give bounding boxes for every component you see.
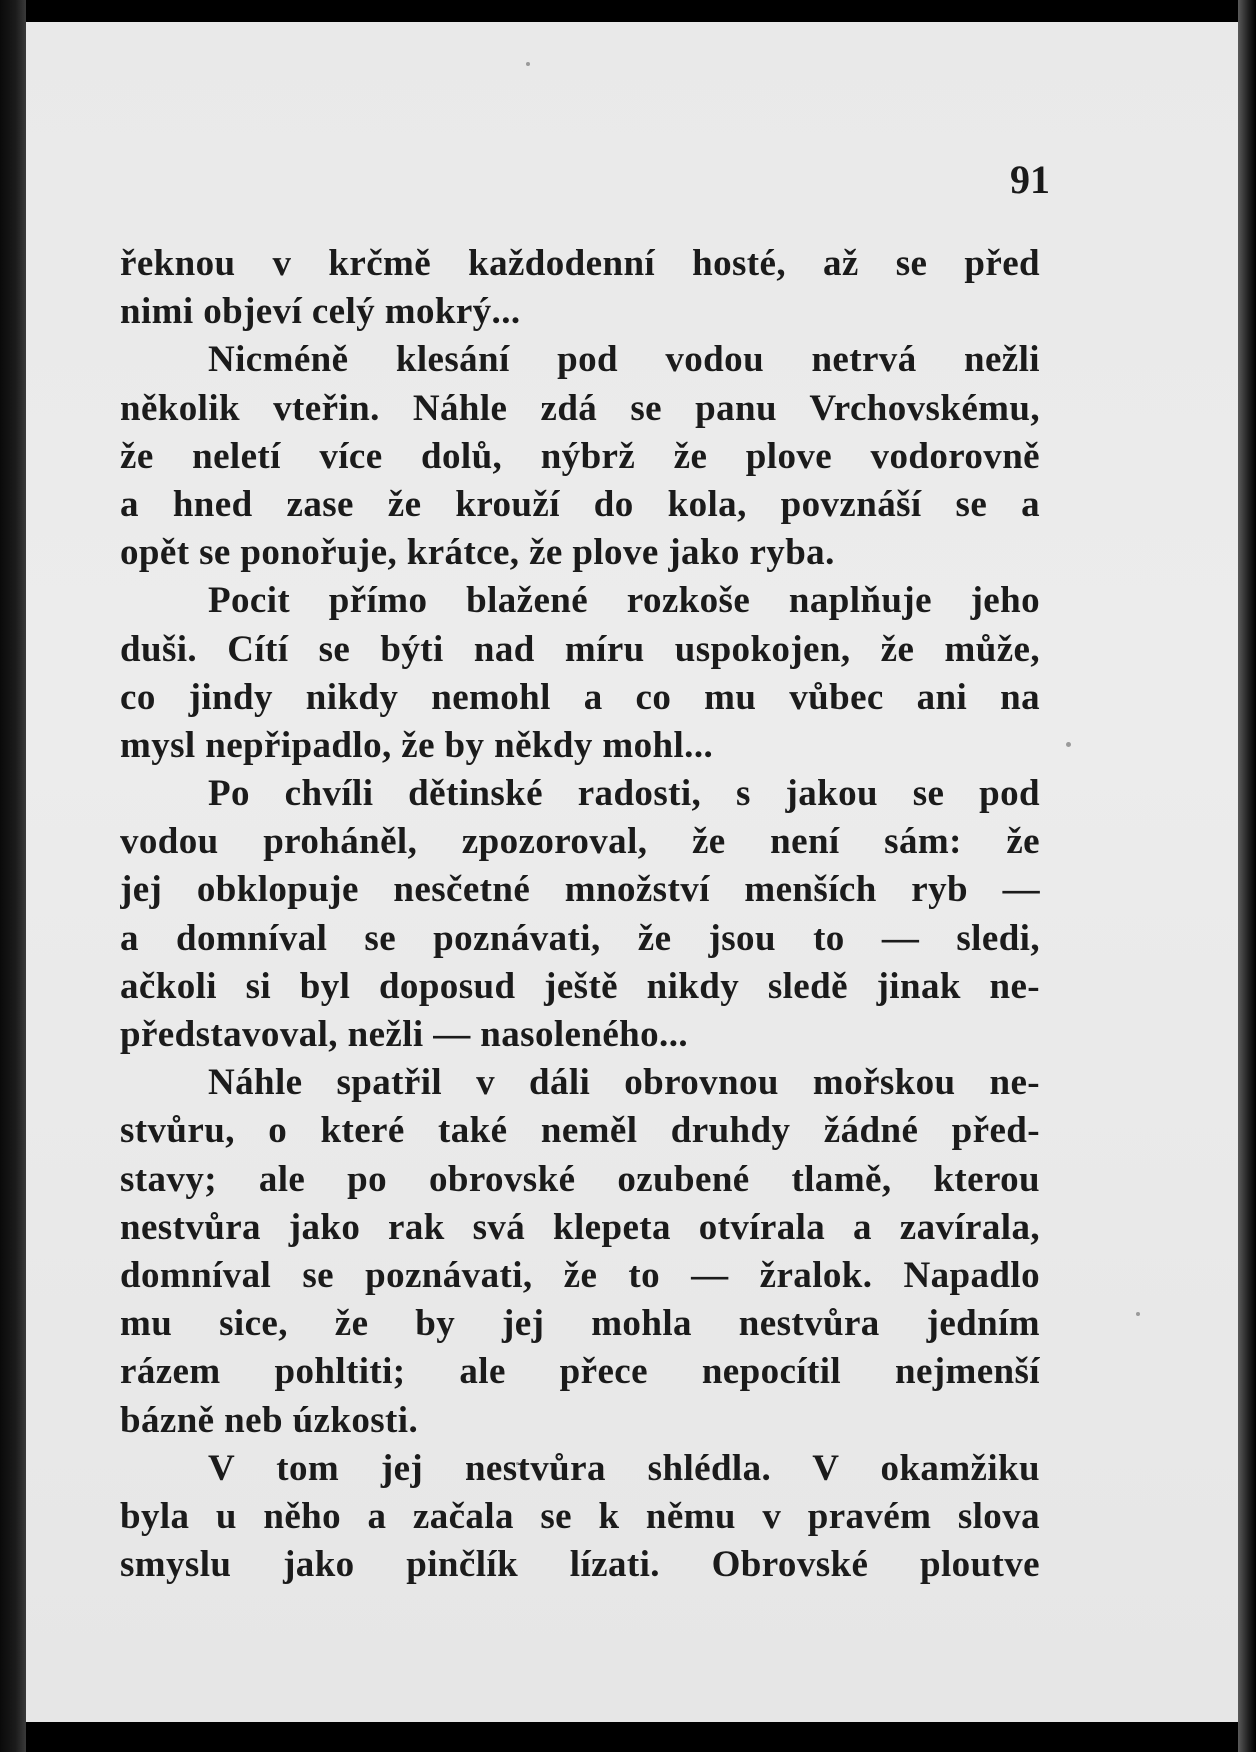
text-line: stavy; ale po obrovské ozubené tlamě, kterou <box>120 1158 1040 1200</box>
text-line: stvůru, o které také neměl druhdy žádné před- <box>120 1110 1040 1152</box>
text-line: V tom jej nestvůra shlédla. V okamžiku <box>208 1447 1040 1489</box>
text-line: mu sice, že by jej mohla nestvůra jedním <box>120 1303 1040 1345</box>
text-line: rázem pohltiti; ale přece nepocítil nejmenší <box>120 1351 1040 1393</box>
text-line: a domníval se poznávati, že jsou to — sledi, <box>120 917 1040 959</box>
text-line: představoval, nežli — nasoleného... <box>120 1014 688 1055</box>
paper-speck <box>1136 1312 1140 1316</box>
text-line: Pocit přímo blažené rozkoše naplňuje jeho <box>208 580 1040 622</box>
text-line: byla u něho a začala se k němu v pravém slova <box>120 1495 1040 1537</box>
text-line: opět se ponořuje, krátce, že plove jako ryba. <box>120 532 835 574</box>
text-line: jej obklopuje nesčetné množství menších ryb — <box>120 869 1040 911</box>
text-line: řeknou v krčmě každodenní hosté, až se před <box>120 243 1040 284</box>
text-line: Po chvíli dětinské radosti, s jakou se pod <box>208 773 1040 815</box>
text-line: že neletí více dolů, nýbrž že plove vodorovně <box>120 435 1040 477</box>
text-line: co jindy nikdy nemohl a co mu vůbec ani na <box>120 676 1040 718</box>
body-text <box>120 240 1040 1589</box>
text-line: nimi objeví celý mokrý... <box>120 291 521 333</box>
text-line: vodou proháněl, zpozoroval, že není sám: že <box>120 821 1040 863</box>
text-line: Náhle spatřil v dáli obrovnou mořskou ne- <box>208 1062 1040 1104</box>
text-line: a hned zase že krouží do kola, povznáší se a <box>120 483 1040 525</box>
text-line: Nicméně klesání pod vodou netrvá nežli <box>208 339 1040 381</box>
text-line: domníval se poznávati, že to — žralok. Napadlo <box>120 1254 1040 1296</box>
text-line: bázně neb úzkosti. <box>120 1399 419 1441</box>
text-line: smyslu jako pinčlík lízati. Obrovské ploutve <box>120 1544 1040 1586</box>
text-line: nestvůra jako rak svá klepeta otvírala a zavírala, <box>120 1206 1040 1248</box>
page-edge-shadow <box>1238 0 1256 1752</box>
text-line: duši. Cítí se býti nad míru uspokojen, že může, <box>120 628 1040 670</box>
binding-shadow <box>0 0 26 1752</box>
paper-speck <box>526 62 530 66</box>
paper-speck <box>1066 742 1071 747</box>
page-number: 91 <box>1010 157 1050 202</box>
text-line: ačkoli si byl doposud ještě nikdy sledě jinak ne- <box>120 965 1040 1007</box>
text-line: několik vteřin. Náhle zdá se panu Vrchovskému, <box>120 387 1040 429</box>
text-line: mysl nepřipadlo, že by někdy mohl... <box>120 724 714 766</box>
